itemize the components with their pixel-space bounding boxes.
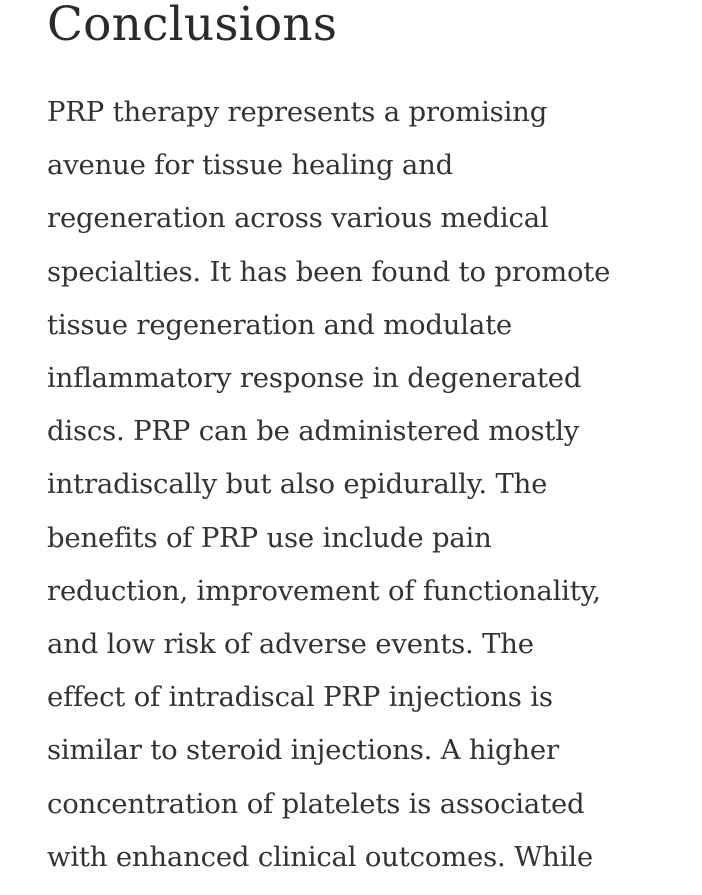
paragraph-line: concentration of platelets is associated xyxy=(47,787,585,820)
paragraph-line: reduction, improvement of functionality, xyxy=(47,574,601,607)
paragraph-line: and low risk of adverse events. The xyxy=(47,628,534,661)
paragraph-line: discs. PRP can be administered mostly xyxy=(47,415,580,448)
paragraph-line: inflammatory response in degenerated xyxy=(47,362,582,395)
conclusions-paragraph xyxy=(47,86,610,884)
paragraph-line: benefits of PRP use include pain xyxy=(47,521,492,554)
paragraph-line: avenue for tissue healing and xyxy=(47,149,454,182)
paragraph-line: similar to steroid injections. A higher xyxy=(47,734,559,767)
paragraph-line: specialties. It has been found to promote xyxy=(47,255,611,288)
section-heading: Conclusions xyxy=(47,0,338,52)
paragraph-line: effect of intradiscal PRP injections is xyxy=(47,681,553,714)
paragraph-line: regeneration across various medical xyxy=(47,202,549,235)
paragraph-line: PRP therapy represents a promising xyxy=(47,96,548,128)
paragraph-line: with enhanced clinical outcomes. While xyxy=(47,840,593,873)
paragraph-line: intradiscally but also epidurally. The xyxy=(47,468,548,501)
paragraph-line: tissue regeneration and modulate xyxy=(47,308,512,341)
